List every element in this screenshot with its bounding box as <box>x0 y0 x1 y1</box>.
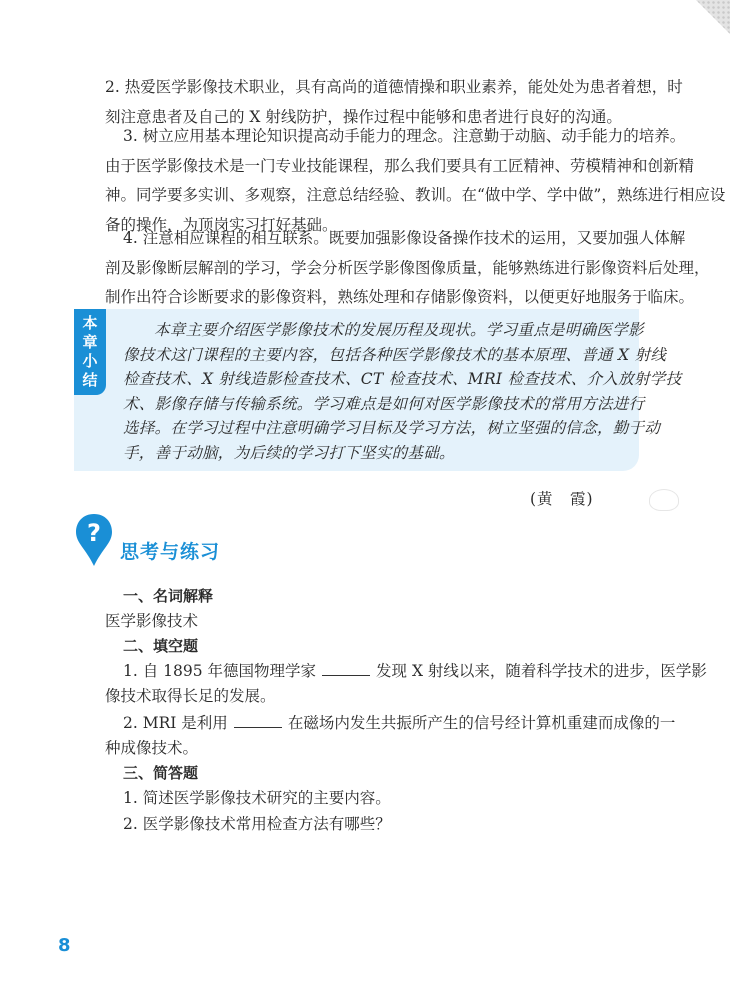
tab-char: 小 <box>82 352 98 370</box>
page-number: 8 <box>58 935 71 956</box>
heading-fill: 二、填空题 <box>123 637 199 655</box>
fill-question-1-cont: 像技术取得长足的发展。 <box>105 687 276 705</box>
term-item: 医学影像技术 <box>105 612 199 630</box>
summary-line: 选择。在学习过程中注意明确学习目标及学习方法，树立坚强的信念，勤于动 <box>123 419 661 437</box>
summary-line: 像技术这门课程的主要内容，包括各种医学影像技术的基本原理、普通 X 射线 <box>123 345 667 364</box>
faint-logo-icon <box>649 489 679 511</box>
summary-line: 手，善于动脑，为后续的学习打下坚实的基础。 <box>123 443 455 462</box>
text-line: 4. 注意相应课程的相互联系。既要加强影像设备操作技术的运用，又要加强人体解 <box>123 229 686 247</box>
summary-line: 本章主要介绍医学影像技术的发展历程及现状。学习重点是明确医学影 <box>154 321 644 339</box>
heading-short-answer: 三、简答题 <box>123 764 199 782</box>
fill-question-2 <box>123 713 675 733</box>
text-line: 由于医学影像技术是一门专业技能课程，那么我们要具有工匠精神、劳模精神和创新精 <box>105 156 695 175</box>
fill-question-2-cont: 种成像技术。 <box>105 739 199 757</box>
fill-question-1 <box>123 661 707 681</box>
tab-char: 章 <box>82 333 98 351</box>
text-line: 3. 树立应用基本理论知识提高动手能力的理念。注意勤于动脑、动手能力的培养。 <box>123 127 686 145</box>
chapter-summary-tab <box>74 309 106 395</box>
paragraph-4 <box>105 224 710 313</box>
fill-text: 在磁场内发生共振所产生的信号经计算机重建而成像的一 <box>287 714 676 732</box>
summary-line: 术、影像存储与传输系统。学习难点是如何对医学影像技术的常用方法进行 <box>123 394 645 413</box>
fill-text: 1. 自 1895 年德国物理学家 <box>123 662 317 680</box>
answer-blank[interactable] <box>234 713 282 728</box>
fill-text: 2. MRI 是利用 <box>123 714 228 732</box>
tab-char: 结 <box>82 371 98 389</box>
text-line: 刻注意患者及自己的 X 射线防护，操作过程中能够和患者进行良好的沟通。 <box>105 107 622 126</box>
short-question-2: 2. 医学影像技术常用检查方法有哪些？ <box>123 815 391 833</box>
short-question-1: 1. 简述医学影像技术研究的主要内容。 <box>123 789 391 807</box>
fill-text: 发现 X 射线以来，随着科学技术的进步，医学影 <box>376 662 707 680</box>
paragraph-3 <box>105 122 726 240</box>
answer-blank[interactable] <box>322 661 370 676</box>
text-line: 剖及影像断层解剖的学习，学会分析医学影像图像质量，能够熟练进行影像资料后处理， <box>105 258 710 277</box>
heading-terms: 一、名词解释 <box>123 587 214 605</box>
tab-char: 本 <box>82 314 98 332</box>
text-line: 2. 热爱医学影像技术职业，具有高尚的道德情操和职业素养，能处处为患者着想，时 <box>105 78 683 96</box>
text-line: 备的操作，为顶岗实习打好基础。 <box>105 215 338 234</box>
summary-line: 检查技术、X 射线造影检查技术、CT 检查技术、MRI 检查技术、介入放射学技 <box>123 370 682 388</box>
question-pin-icon <box>74 512 114 568</box>
text-line: 制作出符合诊断要求的影像资料，熟练处理和存储影像资料，以便更好地服务于临床。 <box>105 288 695 306</box>
section-title: 思考与练习 <box>120 541 221 563</box>
svg-text:?: ? <box>87 519 101 547</box>
chapter-summary-text <box>123 318 682 465</box>
author-credit: (黄 霞) <box>530 490 594 508</box>
text-line: 神。同学要多实训、多观察，注意总结经验、教训。在“做中学、学中做”，熟练进行相应设 <box>105 186 726 204</box>
